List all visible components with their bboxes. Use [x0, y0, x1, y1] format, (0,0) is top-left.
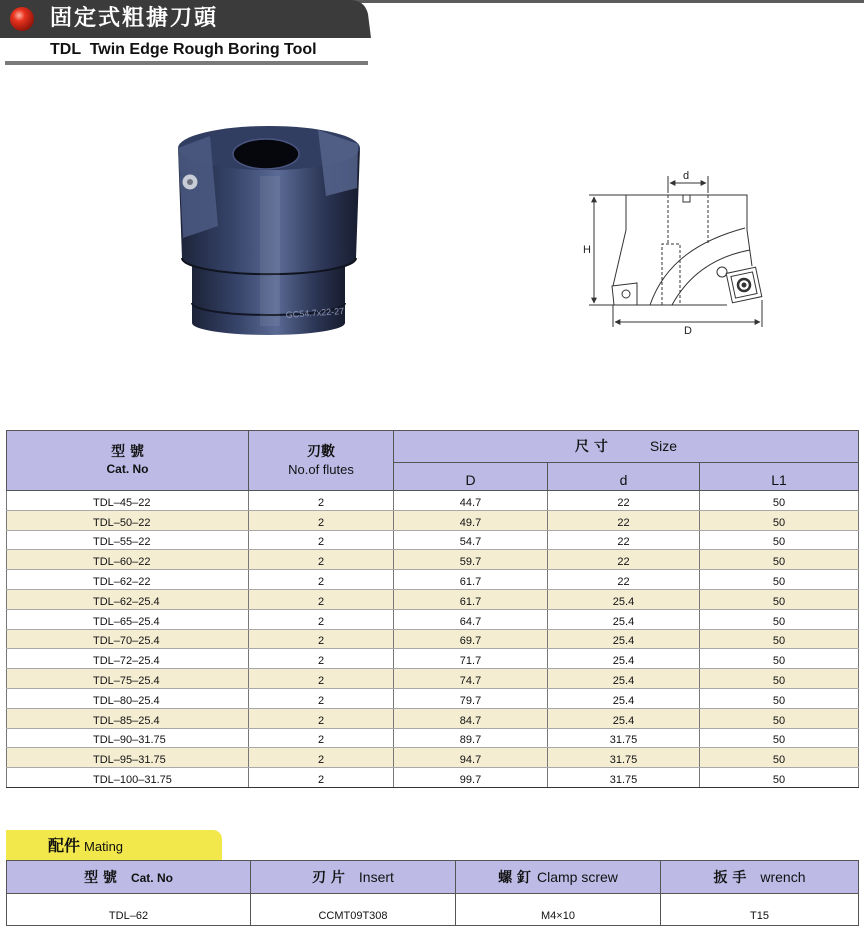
- cell-length: 50: [700, 589, 859, 609]
- cell-bore-diameter: 25.4: [548, 609, 700, 629]
- cell-cat-no: TDL–75–25.4: [7, 669, 249, 689]
- header-size-cn: 尺 寸: [574, 438, 608, 455]
- cell-bore-diameter: 25.4: [548, 629, 700, 649]
- mating-header-screw-cn: 螺 釘: [498, 870, 531, 886]
- mating-cell-screw: M4×10: [456, 894, 661, 926]
- mating-row: [7, 894, 859, 926]
- cell-bore-diameter: 22: [548, 550, 700, 570]
- spec-row: [7, 728, 859, 748]
- mating-header-wrench-cn: 扳 手: [713, 870, 747, 886]
- cell-cat-no: TDL–55–22: [7, 530, 249, 550]
- cell-cat-no: TDL–70–25.4: [7, 629, 249, 649]
- dimension-diagram: [578, 165, 770, 337]
- cell-cat-no: TDL–62–25.4: [7, 589, 249, 609]
- cell-bore-diameter: 22: [548, 530, 700, 550]
- cell-bore-diameter: 31.75: [548, 728, 700, 748]
- cell-length: 50: [700, 708, 859, 728]
- cell-flutes: 2: [249, 629, 394, 649]
- cell-flutes: 2: [249, 491, 394, 511]
- spec-row: [7, 748, 859, 768]
- cell-cat-no: TDL–85–25.4: [7, 708, 249, 728]
- header-flutes-en: No.of flutes: [288, 462, 354, 477]
- spec-row: [7, 491, 859, 511]
- header-outer-diameter: D: [394, 463, 548, 491]
- cell-cat-no: TDL–65–25.4: [7, 609, 249, 629]
- cell-outer-diameter: 69.7: [394, 629, 548, 649]
- cell-length: 50: [700, 669, 859, 689]
- engraving-text: GC54.7x22-27: [285, 305, 345, 320]
- cell-outer-diameter: 64.7: [394, 609, 548, 629]
- page-title: 固定式粗搪刀頭: [50, 6, 219, 31]
- cell-flutes: 2: [249, 768, 394, 788]
- mating-tab-en: Mating: [84, 839, 124, 854]
- cell-bore-diameter: 25.4: [548, 708, 700, 728]
- spec-row: [7, 510, 859, 530]
- cell-length: 50: [700, 768, 859, 788]
- spec-header-row: [7, 431, 859, 463]
- header-cat-no-cn: 型 號: [111, 444, 144, 460]
- cell-flutes: 2: [249, 530, 394, 550]
- label-bore-d: d: [682, 170, 690, 182]
- mating-header-insert-cn: 刃 片: [312, 870, 345, 886]
- cell-outer-diameter: 71.7: [394, 649, 548, 669]
- cell-cat-no: TDL–45–22: [7, 491, 249, 511]
- cell-flutes: 2: [249, 510, 394, 530]
- cell-bore-diameter: 25.4: [548, 589, 700, 609]
- cell-outer-diameter: 59.7: [394, 550, 548, 570]
- mating-cell-insert: CCMT09T308: [251, 894, 456, 926]
- cell-bore-diameter: 31.75: [548, 748, 700, 768]
- cell-flutes: 2: [249, 688, 394, 708]
- cell-cat-no: TDL–100–31.75: [7, 768, 249, 788]
- spec-row: [7, 649, 859, 669]
- title-underline: [5, 61, 368, 65]
- cell-length: 50: [700, 550, 859, 570]
- spec-row: [7, 629, 859, 649]
- header-size: [394, 431, 859, 463]
- cell-outer-diameter: 99.7: [394, 768, 548, 788]
- product-photo: [168, 118, 368, 343]
- cell-bore-diameter: 31.75: [548, 768, 700, 788]
- cell-outer-diameter: 74.7: [394, 669, 548, 689]
- mating-header-insert: [251, 861, 456, 894]
- spec-row: [7, 570, 859, 590]
- red-bullet-icon: [10, 7, 34, 31]
- spec-row: [7, 669, 859, 689]
- spec-row: [7, 589, 859, 609]
- cell-outer-diameter: 61.7: [394, 570, 548, 590]
- cell-bore-diameter: 25.4: [548, 688, 700, 708]
- cell-outer-diameter: 84.7: [394, 708, 548, 728]
- spec-table-body: [7, 491, 859, 788]
- cell-flutes: 2: [249, 649, 394, 669]
- spec-row: [7, 708, 859, 728]
- cell-length: 50: [700, 609, 859, 629]
- mating-header-cat: [7, 861, 251, 894]
- cell-length: 50: [700, 649, 859, 669]
- cell-length: 50: [700, 530, 859, 550]
- header-length: L1: [700, 463, 859, 491]
- mating-tab: [6, 830, 222, 860]
- mating-tab-cn: 配件: [48, 836, 81, 855]
- cell-length: 50: [700, 570, 859, 590]
- cell-cat-no: TDL–50–22: [7, 510, 249, 530]
- cell-length: 50: [700, 688, 859, 708]
- cell-length: 50: [700, 510, 859, 530]
- cell-cat-no: TDL–90–31.75: [7, 728, 249, 748]
- cell-outer-diameter: 61.7: [394, 589, 548, 609]
- header-flutes-cn: 刃數: [307, 444, 335, 460]
- cell-outer-diameter: 44.7: [394, 491, 548, 511]
- cell-bore-diameter: 25.4: [548, 669, 700, 689]
- header-cat-no: [7, 431, 249, 491]
- header-flutes: [249, 431, 394, 491]
- cell-cat-no: TDL–60–22: [7, 550, 249, 570]
- cell-length: 50: [700, 629, 859, 649]
- cell-cat-no: TDL–95–31.75: [7, 748, 249, 768]
- cell-cat-no: TDL–62–22: [7, 570, 249, 590]
- spec-row: [7, 688, 859, 708]
- mating-header-wrench-en: wrench: [760, 869, 806, 885]
- header-cat-no-en: Cat. No: [106, 462, 149, 476]
- mating-header-cat-en: Cat. No: [130, 871, 173, 885]
- header-bore-diameter: d: [548, 463, 700, 491]
- cell-length: 50: [700, 491, 859, 511]
- cell-flutes: 2: [249, 728, 394, 748]
- mating-header-cat-cn: 型 號: [84, 870, 117, 886]
- cell-outer-diameter: 94.7: [394, 748, 548, 768]
- mating-header-row: [7, 861, 859, 894]
- mating-table: [6, 860, 859, 926]
- cell-outer-diameter: 79.7: [394, 688, 548, 708]
- cell-bore-diameter: 25.4: [548, 649, 700, 669]
- cell-flutes: 2: [249, 609, 394, 629]
- spec-row: [7, 530, 859, 550]
- cell-length: 50: [700, 748, 859, 768]
- cell-flutes: 2: [249, 570, 394, 590]
- spec-row: [7, 609, 859, 629]
- cell-outer-diameter: 54.7: [394, 530, 548, 550]
- mating-header-screw: [456, 861, 661, 894]
- cell-outer-diameter: 89.7: [394, 728, 548, 748]
- cell-flutes: 2: [249, 669, 394, 689]
- cell-flutes: 2: [249, 708, 394, 728]
- page-subtitle: TDL Twin Edge Rough Boring Tool: [50, 41, 317, 58]
- cell-flutes: 2: [249, 550, 394, 570]
- spec-table: [6, 430, 859, 788]
- spec-row: [7, 550, 859, 570]
- cell-outer-diameter: 49.7: [394, 510, 548, 530]
- header-size-en: Size: [649, 437, 678, 454]
- cell-flutes: 2: [249, 589, 394, 609]
- cell-length: 50: [700, 728, 859, 748]
- label-height-h: H: [583, 244, 591, 256]
- cell-bore-diameter: 22: [548, 491, 700, 511]
- mating-header-wrench: [661, 861, 859, 894]
- mating-header-insert-en: Insert: [358, 869, 394, 885]
- mating-header-screw-en: Clamp screw: [536, 869, 618, 885]
- cell-bore-diameter: 22: [548, 570, 700, 590]
- spec-row: [7, 768, 859, 788]
- cell-cat-no: TDL–80–25.4: [7, 688, 249, 708]
- cell-cat-no: TDL–72–25.4: [7, 649, 249, 669]
- cell-flutes: 2: [249, 748, 394, 768]
- insert-icon: [726, 267, 762, 303]
- cell-bore-diameter: 22: [548, 510, 700, 530]
- mating-cell-cat-no: TDL–62: [7, 894, 251, 926]
- mating-cell-wrench: T15: [661, 894, 859, 926]
- label-diameter-D: D: [684, 325, 692, 337]
